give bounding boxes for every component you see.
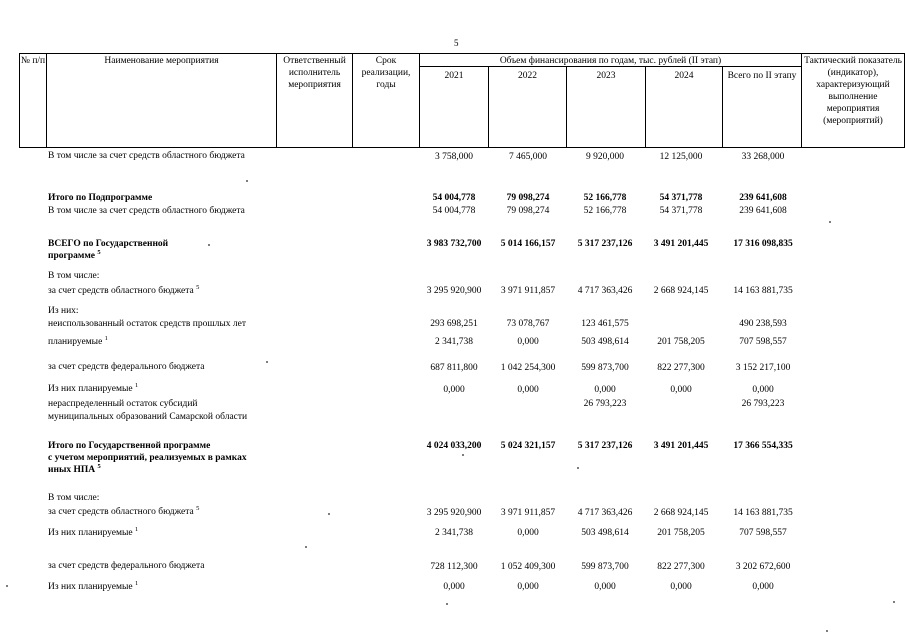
- header-total-stage: Всего по II этапу: [727, 71, 797, 81]
- cell-value: 79 098,274: [506, 206, 550, 216]
- cell-value: 54 371,778: [659, 206, 703, 216]
- scan-speck: [826, 630, 828, 632]
- cell-value: 2 668 924,145: [653, 508, 709, 518]
- scan-speck: [446, 603, 448, 605]
- row-label-text: В том числе за счет средств областного бюджета: [48, 151, 245, 161]
- footnote-mark: 5: [196, 283, 200, 291]
- cell-value: 0,000: [670, 582, 692, 592]
- row-label: [48, 205, 245, 217]
- cell-value: 2 341,738: [435, 528, 473, 538]
- row-label-text: планируемые: [48, 337, 103, 347]
- row-label-text: Из них планируемые: [48, 384, 133, 394]
- cell-value: 3 971 911,857: [500, 286, 556, 296]
- cell-value: 0,000: [517, 337, 539, 347]
- scan-speck: [266, 361, 268, 363]
- header-col-finance: Объем финансирования по годам, тыс. рублей (II этап): [499, 56, 722, 66]
- cell-value: 3 202 672,600: [735, 562, 791, 572]
- row-label-text: иных НПА: [48, 465, 96, 475]
- cell-value: 7 465,000: [509, 152, 547, 162]
- cell-value: 3 983 732,700: [426, 239, 482, 249]
- footnote-mark: 1: [134, 525, 139, 533]
- cell-value: 5 317 237,126: [577, 441, 633, 451]
- row-label: [48, 492, 99, 504]
- cell-value: 599 873,700: [581, 562, 629, 572]
- row-label-text: с учетом мероприятий, реализуемых в рамках: [48, 453, 247, 463]
- cell-value: 0,000: [443, 385, 465, 395]
- row-label: [48, 192, 152, 204]
- row-label-text: Из них планируемые: [48, 582, 133, 592]
- cell-value: 293 698,251: [430, 319, 478, 329]
- row-label: [48, 285, 199, 297]
- table-top-border: [19, 53, 904, 54]
- cell-value: 4 024 033,200: [426, 441, 482, 451]
- cell-value: 2 341,738: [435, 337, 473, 347]
- scan-speck: [577, 467, 579, 469]
- scan-speck: [208, 244, 210, 246]
- header-col-term: Срок реализации, годы: [361, 56, 411, 90]
- cell-value: 17 316 098,835: [733, 239, 793, 249]
- cell-value: 123 461,575: [581, 319, 629, 329]
- row-label: [48, 464, 101, 476]
- row-label: [48, 250, 101, 262]
- cell-value: 0,000: [752, 385, 774, 395]
- col-border: [46, 53, 47, 148]
- row-label: [48, 506, 199, 518]
- col-border: [419, 53, 420, 148]
- row-label-text: за счет средств областного бюджета: [48, 507, 194, 517]
- row-label-text: муниципальных образований Самарской области: [48, 412, 248, 422]
- row-label-text: ВСЕГО по Государственной: [48, 239, 169, 249]
- row-label: [48, 440, 210, 452]
- row-label: [48, 318, 246, 330]
- cell-value: 3 491 201,445: [653, 441, 709, 451]
- cell-value: 5 024 321,157: [500, 441, 556, 451]
- footnote-mark: 1: [134, 381, 139, 389]
- row-label: [48, 336, 108, 348]
- cell-value: 3 971 911,857: [500, 508, 556, 518]
- cell-value: 26 793,223: [583, 399, 627, 409]
- cell-value: 201 758,205: [657, 528, 705, 538]
- cell-value: 52 166,778: [583, 206, 627, 216]
- scan-speck: [328, 513, 330, 515]
- cell-value: 728 112,300: [430, 562, 478, 572]
- row-label: [48, 238, 168, 250]
- cell-value: 54 004,778: [432, 206, 476, 216]
- row-label-text: за счет средств федерального бюджета: [48, 362, 205, 372]
- row-label-text: Итого по Государственной программе: [48, 441, 211, 451]
- cell-value: 3 491 201,445: [653, 239, 709, 249]
- cell-value: 0,000: [670, 385, 692, 395]
- cell-value: 3 758,000: [435, 152, 473, 162]
- cell-value: 73 078,767: [506, 319, 550, 329]
- cell-value: 490 238,593: [739, 319, 787, 329]
- cell-value: 503 498,614: [581, 337, 629, 347]
- header-col-name: Наименование мероприятия: [104, 56, 219, 66]
- cell-value: 79 098,274: [506, 193, 550, 203]
- cell-value: 26 793,223: [741, 399, 785, 409]
- row-label-text: Из них:: [48, 306, 79, 316]
- row-label: [48, 411, 247, 423]
- cell-value: 4 717 363,426: [577, 286, 633, 296]
- header-col-no: № п/п: [20, 56, 46, 66]
- cell-value: 3 295 920,900: [426, 508, 482, 518]
- scan-speck: [305, 546, 307, 548]
- cell-value: 707 598,557: [739, 528, 787, 538]
- row-label-text: за счет средств федерального бюджета: [48, 561, 205, 571]
- cell-value: 4 717 363,426: [577, 508, 633, 518]
- row-label-text: Из них планируемые: [48, 528, 133, 538]
- row-label: [48, 383, 138, 395]
- cell-value: 52 166,778: [583, 193, 627, 203]
- col-border: [19, 53, 20, 148]
- cell-value: 1 042 254,300: [500, 363, 556, 373]
- scan-speck: [829, 221, 831, 223]
- cell-value: 822 277,300: [657, 363, 705, 373]
- cell-value: 0,000: [752, 582, 774, 592]
- cell-value: 239 641,608: [739, 206, 787, 216]
- cell-value: 5 014 166,157: [500, 239, 556, 249]
- scan-speck: [6, 585, 8, 587]
- row-label: [48, 270, 99, 282]
- header-year-2023: 2023: [596, 71, 616, 81]
- header-col-responsible: Ответственный исполнитель мероприятия: [283, 56, 346, 90]
- cell-value: 3 295 920,900: [426, 286, 482, 296]
- cell-value: 54 371,778: [659, 193, 703, 203]
- row-label: [48, 452, 247, 464]
- cell-value: 33 268,000: [741, 152, 785, 162]
- cell-value: 503 498,614: [581, 528, 629, 538]
- scan-speck: [893, 601, 895, 603]
- footnote-mark: 5: [97, 248, 101, 256]
- cell-value: 54 004,778: [432, 193, 476, 203]
- row-label: [48, 398, 198, 410]
- row-label-text: В том числе:: [48, 493, 100, 503]
- footnote-mark: 5: [196, 504, 200, 512]
- row-label-text: за счет средств областного бюджета: [48, 286, 194, 296]
- cell-value: 2 668 924,145: [653, 286, 709, 296]
- cell-value: 0,000: [517, 528, 539, 538]
- footnote-mark: 5: [97, 462, 101, 470]
- row-label: [48, 361, 204, 373]
- page-number: 5: [454, 38, 459, 48]
- footnote-mark: 1: [104, 334, 108, 342]
- cell-value: 0,000: [443, 582, 465, 592]
- cell-value: 1 052 409,300: [500, 562, 556, 572]
- table-header-bottom-border: [19, 147, 904, 148]
- cell-value: 201 758,205: [657, 337, 705, 347]
- header-year-2022: 2022: [518, 71, 537, 81]
- cell-value: 17 366 554,335: [733, 441, 793, 451]
- cell-value: 14 163 881,735: [733, 508, 793, 518]
- cell-value: 822 277,300: [657, 562, 705, 572]
- row-label-text: В том числе за счет средств областного бюджета: [48, 206, 245, 216]
- cell-value: 9 920,000: [586, 152, 624, 162]
- row-label: [48, 150, 245, 162]
- scan-speck: [246, 180, 248, 182]
- cell-value: 239 641,608: [739, 193, 787, 203]
- cell-value: 0,000: [517, 385, 539, 395]
- header-year-2024: 2024: [674, 71, 694, 81]
- row-label-text: В том числе:: [48, 271, 100, 281]
- header-year-2021: 2021: [444, 71, 464, 81]
- row-label: [48, 581, 138, 593]
- row-label-text: Итого по Подпрограмме: [48, 193, 153, 203]
- scan-speck: [462, 454, 464, 456]
- row-label: [48, 305, 79, 317]
- row-label-text: программе: [48, 251, 96, 261]
- footnote-mark: 1: [134, 579, 139, 587]
- header-col-indicator: Тактический показатель (индикатор), характеризующий выполнение мероприятия (мероприятий): [804, 56, 902, 126]
- row-label: [48, 527, 138, 539]
- cell-value: 3 152 217,100: [735, 363, 791, 373]
- row-label-text: неиспользованный остаток средств прошлых лет: [48, 319, 247, 329]
- cell-value: 0,000: [517, 582, 539, 592]
- row-label: [48, 560, 204, 572]
- cell-value: 707 598,557: [739, 337, 787, 347]
- cell-value: 599 873,700: [581, 363, 629, 373]
- cell-value: 0,000: [594, 385, 616, 395]
- cell-value: 14 163 881,735: [733, 286, 793, 296]
- cell-value: 12 125,000: [659, 152, 703, 162]
- cell-value: 0,000: [594, 582, 616, 592]
- row-label-text: нераспределенный остаток субсидий: [48, 399, 198, 409]
- cell-value: 687 811,800: [430, 363, 478, 373]
- cell-value: 5 317 237,126: [577, 239, 633, 249]
